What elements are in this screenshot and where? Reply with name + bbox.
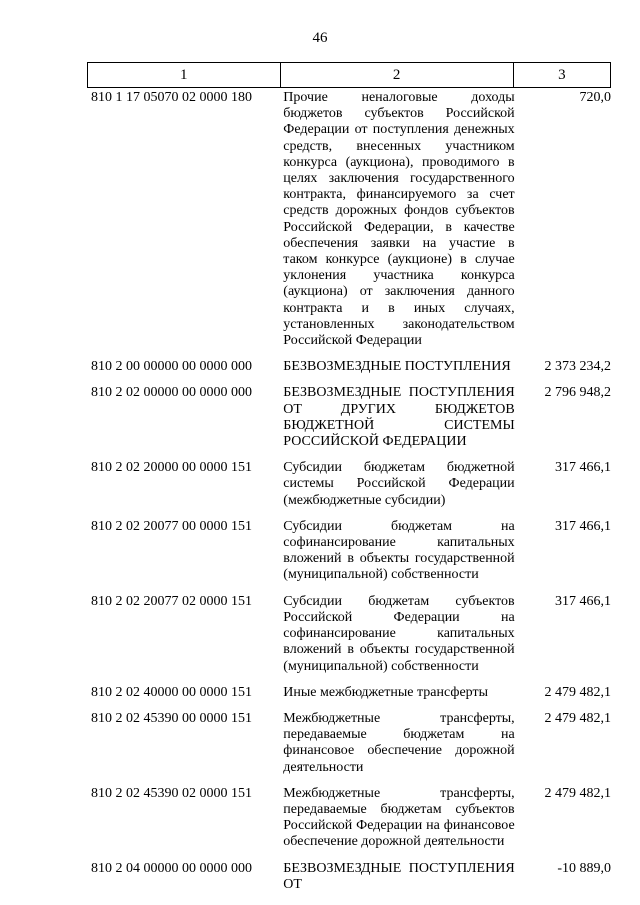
table-row: [87, 90, 611, 359]
table-row: [87, 786, 611, 861]
column-header-row: [88, 63, 611, 88]
row-code: 810 2 02 00000 00 0000 000: [91, 385, 252, 401]
row-amount: 720,0: [579, 90, 611, 105]
row-amount: 317 466,1: [555, 460, 611, 476]
row-name: БЕЗВОЗМЕЗДНЫЕ ПОСТУПЛЕНИЯ ОТ: [283, 860, 515, 892]
column-header-3: 3: [513, 63, 610, 88]
row-amount: 2 373 234,2: [544, 359, 611, 375]
row-name: Межбюджетные трансферты, передаваемые бюджетам на финансовое обеспечение дорожной деятельности: [283, 710, 515, 775]
row-amount: -10 889,0: [557, 860, 611, 876]
row-code: 810 2 02 20077 02 0000 151: [91, 593, 252, 609]
column-header-table: [87, 62, 611, 88]
row-name: БЕЗВОЗМЕЗДНЫЕ ПОСТУПЛЕНИЯ: [283, 359, 511, 375]
page-number: 46: [312, 30, 328, 46]
table-row: [87, 385, 611, 460]
row-name: Иные межбюджетные трансферты: [283, 684, 488, 700]
row-amount: 317 466,1: [555, 593, 611, 609]
row-code: 810 2 02 40000 00 0000 151: [91, 684, 252, 700]
table-row: [87, 711, 611, 786]
row-code: 810 2 02 20077 00 0000 151: [91, 518, 252, 534]
row-amount: 2 479 482,1: [544, 710, 611, 726]
row-name: Прочие неналоговые доходы бюджетов субъектов Российской Федерации от поступления денежных средств, внесенных участником конкурса (аукциона), проводимого в целях заключения государственного контракта, финансируемого за счет средств дорожных фондов субъектов Российской Федерации, в качестве обеспечения заявки на участие в таком конкурсе (аукционе) в случае уклонения участника конкурса (аукциона) от заключения данного контракта и в иных случаях, установленных законодательством Российской Федерации: [283, 90, 515, 349]
row-code: 810 1 17 05070 02 0000 180: [91, 90, 252, 105]
row-name: Субсидии бюджетам субъектов Российской Федерации на софинансирование капитальных вложений в объекты государственной (муниципальной) собственности: [283, 593, 515, 674]
row-amount: 2 479 482,1: [544, 785, 611, 801]
table-row: [87, 685, 611, 711]
row-code: 810 2 04 00000 00 0000 000: [91, 860, 252, 876]
row-name: Субсидии бюджетам бюджетной системы Российской Федерации (межбюджетные субсидии): [283, 460, 515, 508]
row-name: БЕЗВОЗМЕЗДНЫЕ ПОСТУПЛЕНИЯ ОТ ДРУГИХ БЮДЖЕТОВ БЮДЖЕТНОЙ СИСТЕМЫ РОССИЙСКОЙ ФЕДЕРАЦИИ: [283, 385, 515, 450]
row-name: Субсидии бюджетам на софинансирование капитальных вложений в объекты государственной (муниципальной) собственности: [283, 518, 515, 583]
column-header-2: 2: [280, 63, 513, 88]
row-code: 810 2 02 45390 02 0000 151: [91, 785, 252, 801]
row-code: 810 2 00 00000 00 0000 000: [91, 359, 252, 375]
row-code: 810 2 02 45390 00 0000 151: [91, 710, 252, 726]
row-amount: 2 479 482,1: [544, 684, 611, 700]
row-code: 810 2 02 20000 00 0000 151: [91, 460, 252, 476]
row-amount: 2 796 948,2: [544, 385, 611, 401]
row-amount: 317 466,1: [555, 518, 611, 534]
revenue-table: [87, 90, 611, 903]
table-row: [87, 861, 611, 903]
table-row: [87, 359, 611, 385]
table-row: [87, 460, 611, 519]
row-name: Межбюджетные трансферты, передаваемые бюджетам субъектов Российской Федерации на финансовое обеспечение дорожной деятельности: [283, 785, 515, 850]
table-row: [87, 594, 611, 685]
table-row: [87, 519, 611, 594]
column-header-1: 1: [88, 63, 281, 88]
